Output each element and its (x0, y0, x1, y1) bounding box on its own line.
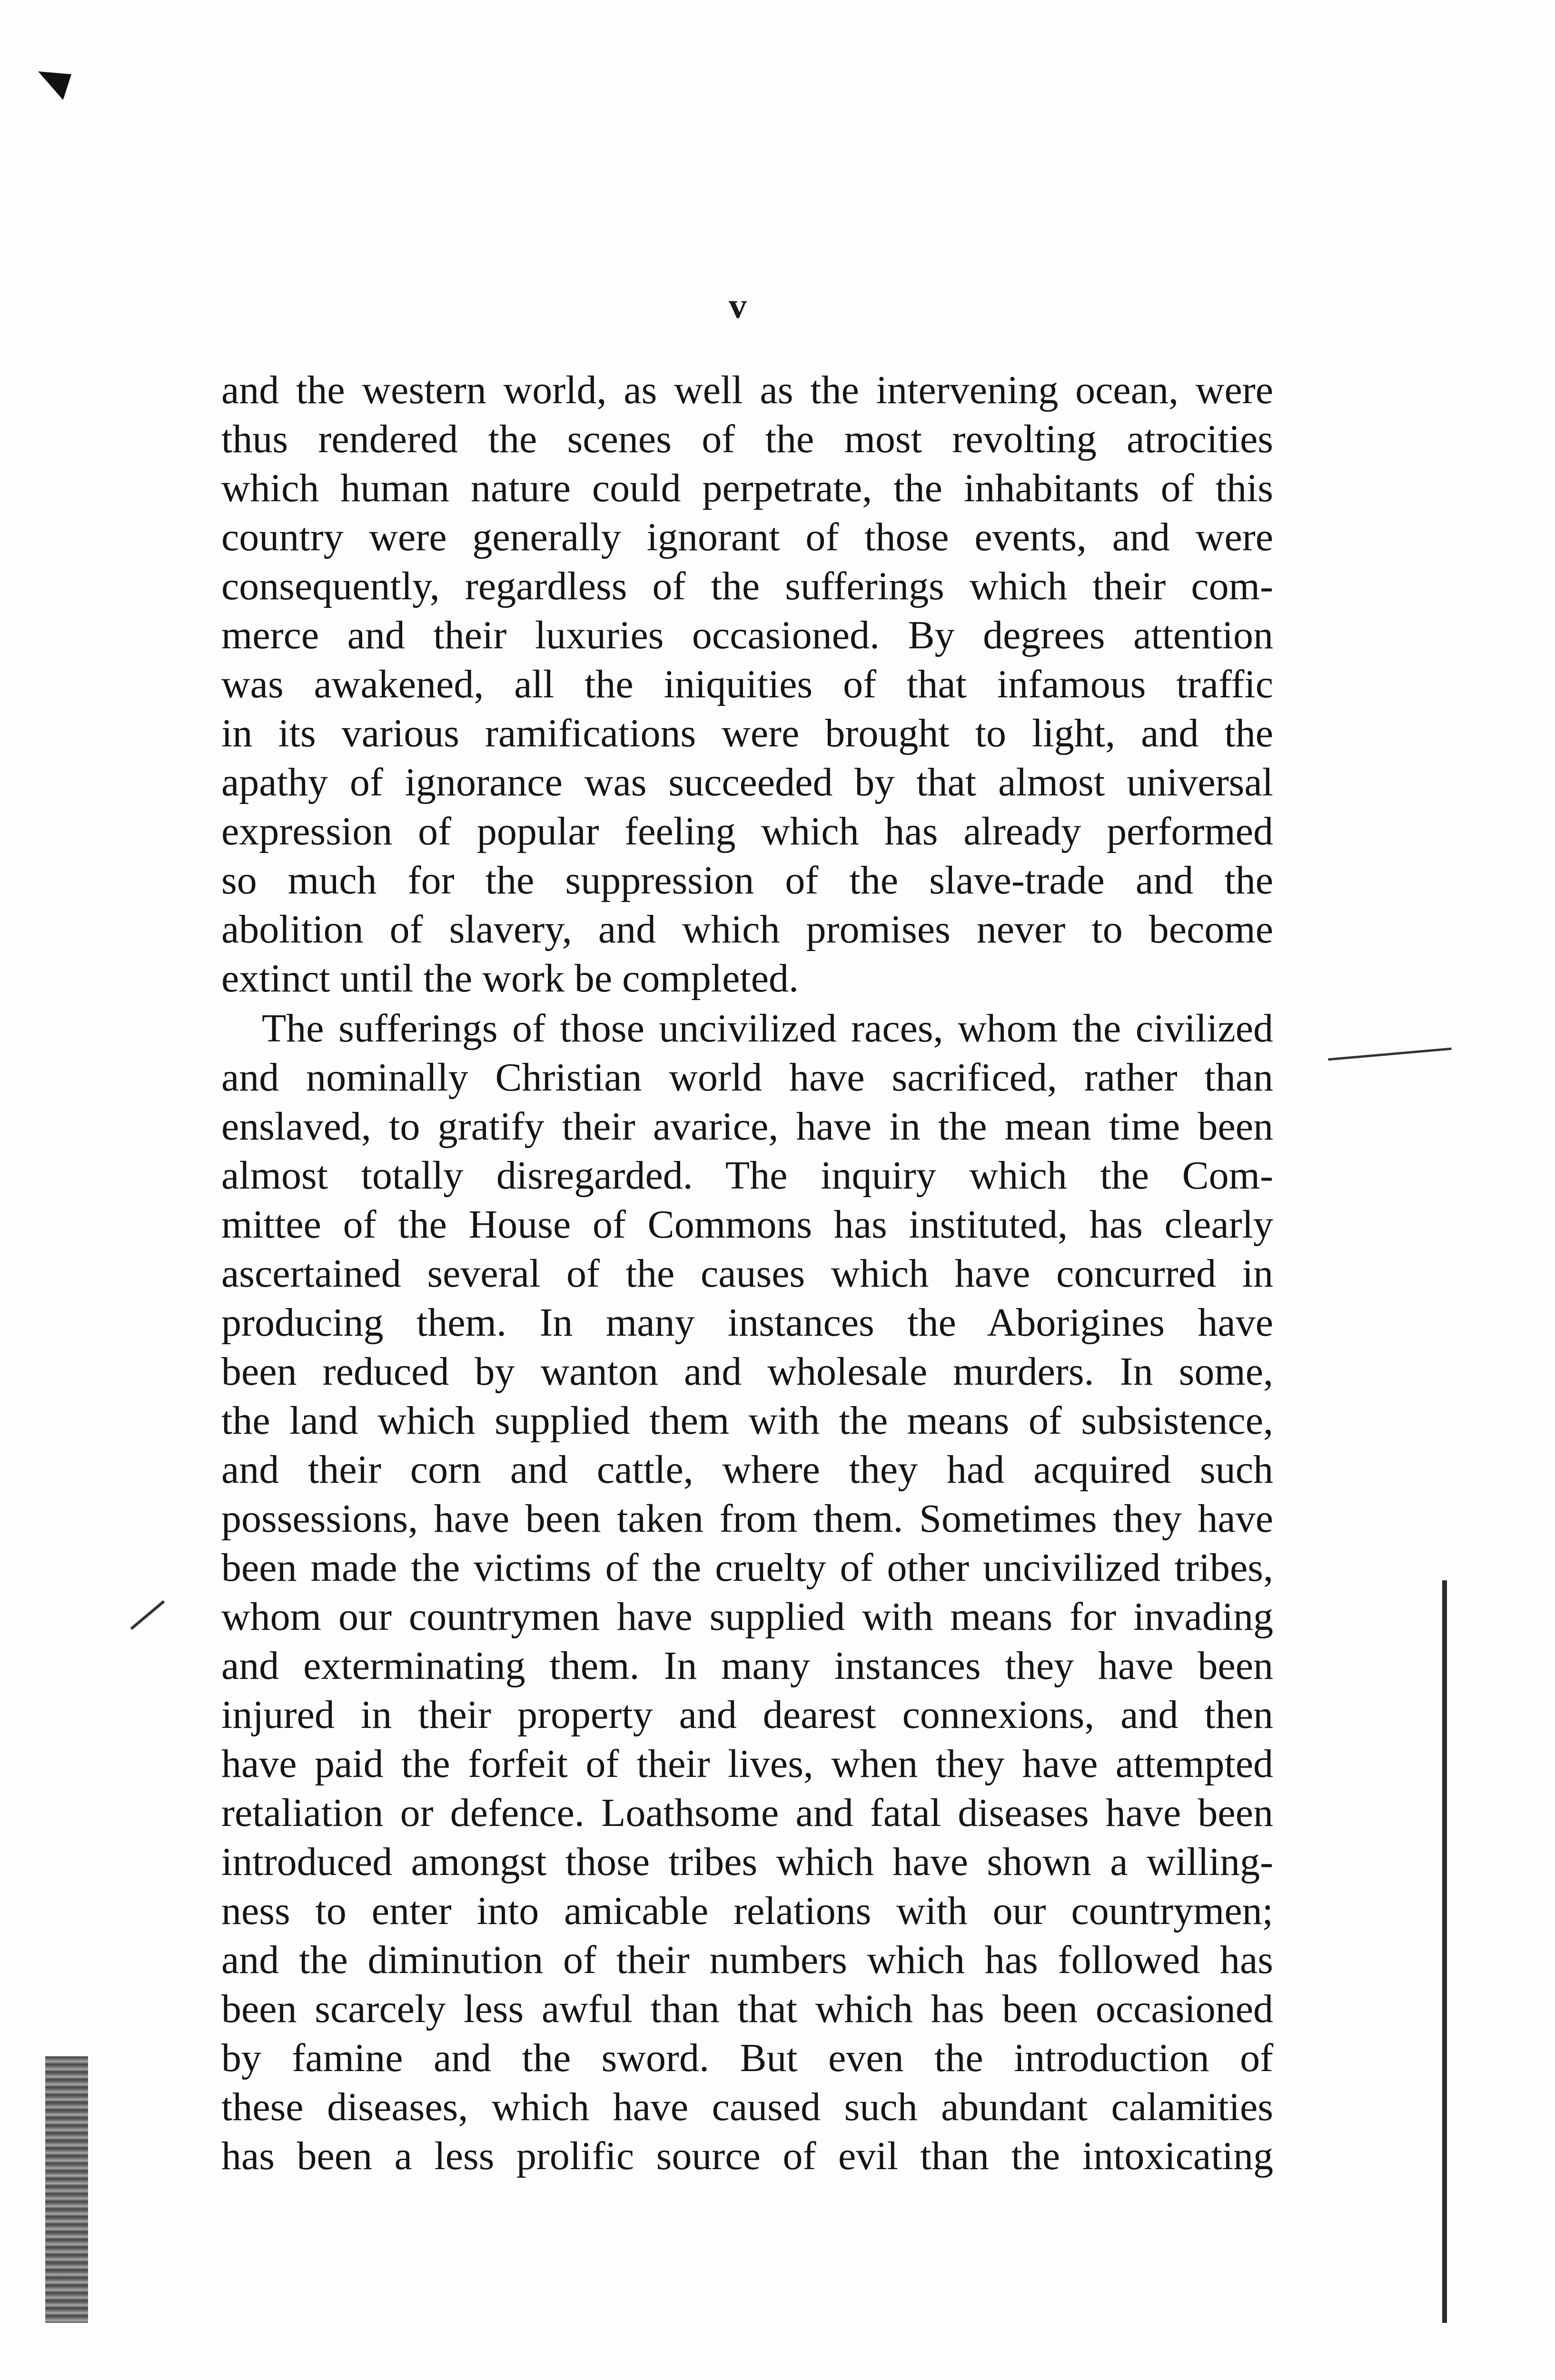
text-line: almost totally disregarded. The inquiry which the Com- (221, 1153, 1273, 1198)
text-line: ascertained several of the causes which have concurred in (221, 1251, 1273, 1296)
text-line: apathy of ignorance was succeeded by that almost universal (221, 760, 1273, 804)
text-line: in its various ramifications were brought to light, and the (221, 711, 1273, 755)
text-line: these diseases, which have caused such abundant calamities (221, 2085, 1273, 2129)
margin-stroke (1328, 1048, 1451, 1061)
text-line: consequently, regardless of the sufferings which their com- (221, 564, 1273, 608)
paragraph-2 (221, 1004, 1273, 2181)
ink-smudge (38, 71, 71, 100)
text-line: and exterminating them. In many instances they have been (221, 1644, 1273, 1688)
text-line: by famine and the sword. But even the introduction of (221, 2036, 1273, 2080)
text-line: and their corn and cattle, where they had acquired such (221, 1448, 1273, 1492)
text-line: injured in their property and dearest connexions, and then (221, 1693, 1273, 1737)
text-line: the land which supplied them with the means of subsistence, (221, 1398, 1273, 1443)
page-edge-shadow (1442, 1580, 1447, 2323)
text-line: have paid the forfeit of their lives, when they have attempted (221, 1742, 1273, 1786)
text-line: so much for the suppression of the slave-trade and the (221, 858, 1273, 902)
text-line: been made the victims of the cruelty of other uncivilized tribes, (221, 1546, 1273, 1590)
text-line: mittee of the House of Commons has instituted, has clearly (221, 1202, 1273, 1247)
text-line: enslaved, to gratify their avarice, have in the mean time been (221, 1104, 1273, 1149)
text-line: has been a less prolific source of evil than the intoxicating (221, 2134, 1273, 2178)
text-line: expression of popular feeling which has already performed (221, 809, 1273, 853)
text-line: possessions, have been taken from them. Sometimes they have (221, 1497, 1273, 1541)
text-line: whom our countrymen have supplied with means for invading (221, 1595, 1273, 1639)
text-line: extinct until the work be completed. (221, 956, 799, 1001)
text-line: been reduced by wanton and wholesale murders. In some, (221, 1349, 1273, 1394)
text-line: abolition of slavery, and which promises never to become (221, 907, 1273, 952)
text-line: country were generally ignorant of those events, and were (221, 515, 1273, 559)
text-line: The sufferings of those uncivilized races, whom the civilized (262, 1006, 1273, 1051)
margin-mark (130, 1600, 165, 1630)
text-line: been scarcely less awful than that which has been occasioned (221, 1987, 1273, 2031)
paragraph-1 (221, 366, 1273, 1003)
text-line: and the western world, as well as the intervening ocean, were (221, 368, 1273, 412)
text-line: retaliation or defence. Loathsome and fatal diseases have been (221, 1791, 1273, 1835)
text-line: which human nature could perpetrate, the inhabitants of this (221, 466, 1273, 510)
text-line: thus rendered the scenes of the most revolting atrocities (221, 417, 1273, 461)
text-line: and the diminution of their numbers which has followed has (221, 1938, 1273, 1982)
text-line: ness to enter into amicable relations with our countrymen; (221, 1889, 1273, 1933)
text-line: was awakened, all the iniquities of that infamous traffic (221, 662, 1273, 706)
page-number: v (729, 286, 747, 326)
binding-shadow (45, 2056, 88, 2323)
text-line: and nominally Christian world have sacrificed, rather than (221, 1055, 1273, 1100)
text-line: producing them. In many instances the Aborigines have (221, 1300, 1273, 1345)
text-line: merce and their luxuries occasioned. By degrees attention (221, 613, 1273, 657)
text-line: introduced amongst those tribes which have shown a willing- (221, 1840, 1273, 1884)
